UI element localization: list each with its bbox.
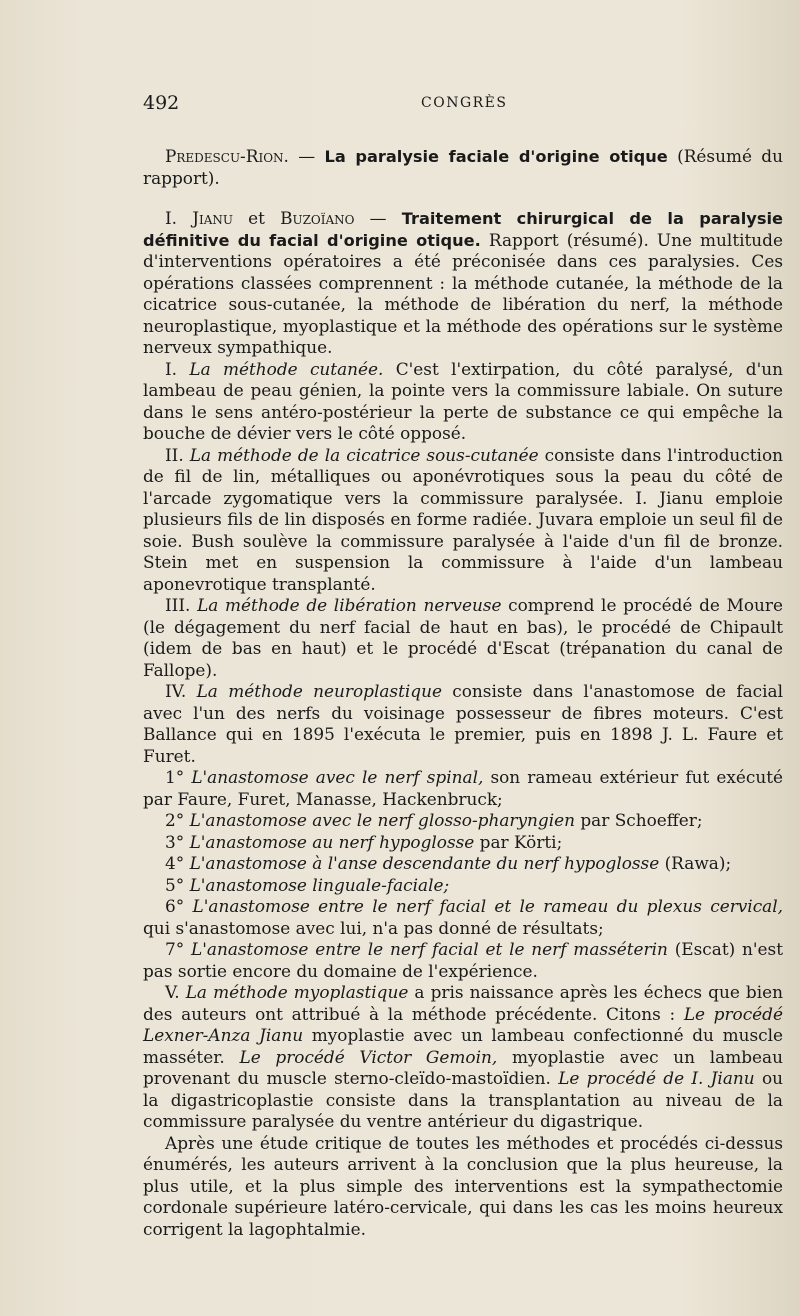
section-myoplastique: V. La méthode myoplastique a pris naissance après les échecs que bien des auteurs ont attribué à la méthode précédente. Citons : Le procédé Lexner-Anza Jianu myoplastie avec un lambeau confectionné du muscle masséter. Le procédé Victor Gemoin, myoplastie avec un lambeau provenant du muscle sterno-cleïdo-mastoïdien. Le procédé de I. Jianu ou la digastricoplastie consiste dans la transplantation au niveau de la commissure paralysée du ventre antérieur du digastrique. — [143, 982, 783, 1131]
conclusion-paragraph: Après une étude critique de toutes les méthodes et procédés ci-dessus énumérés, les auteurs arrivent à la conclusion que la plus heureuse, la plus utile, et la plus simple des interventions est la sympathectomie cordonale supérieure latéro-cervicale, qui dans les cas les moins heureux corrigent la lagophtalmie. — [143, 1132, 783, 1239]
list-item: 6° L'anastomose entre le nerf facial et le rameau du plexus cervical, qui s'anastomose avec lui, n'a pas donné de résultats; — [143, 896, 784, 938]
section-neuroplastique: IV. La méthode neuroplastique consiste dans l'anastomose de facial avec l'un des nerfs du voisinage possesseur de fibres moteurs. C'est Ballance qui en 1895 l'exécuta le premier, puis en 1898 J. L. Faure et Furet. — [143, 681, 783, 766]
abstract-title: Traitement chirurgical de la paralysie définitive du facial d'origine otique. — [143, 209, 783, 250]
author-name: Predescu-Rion. — [165, 146, 289, 166]
page-body — [143, 146, 783, 1240]
abstract-title: La paralysie faciale d'origine otique — [324, 147, 668, 166]
list-item: 7° L'anastomose entre le nerf facial et le nerf masséterin (Escat) n'est pas sortie encore du domaine de l'expérience. — [143, 939, 783, 981]
list-item: 2° L'anastomose avec le nerf glosso-pharyngien par Schoeffer; — [165, 810, 703, 830]
abstract-note: (Résumé du rapport). — [143, 146, 783, 188]
abstract-predescu-rion: Predescu-Rion. — La paralysie faciale d'origine otique (Résumé du rapport). — [143, 146, 783, 188]
section-cicatrice-sous-cutanee: II. La méthode de la cicatrice sous-cutanée consiste dans l'introduction de fil de lin, métalliques ou aponévrotiques sous la peau du côté de l'arcade zygomatique vers la commissure paralysée. I. Jianu emploie plusieurs fils de lin disposés en forme radiée. Juvara emploie un seul fil de soie. Bush soulève la commissure paralysée à l'aide d'un fil de bronze. Stein met en suspension la commissure à l'aide d'un lambeau aponevrotique transplanté. — [143, 444, 783, 594]
section-name: La méthode myoplastique — [185, 982, 409, 1002]
abstract-jianu-buzoiano: I. Jianu et Buzoïano — Traitement chirurgical de la paralysie définitive du facial d'origine otique. Rapport (résumé). Une multitude d'interventions opératoires a été préconisée dans ces paralysies. Ces opérations classées comprennent : la méthode cutanée, la méthode de la cicatrice sous-cutanée, la méthode de libération du nerf, la méthode neuroplastique, myoplastique et la méthode des opérations sur le système nerveux sympathique. — [143, 208, 783, 357]
list-item: 5° L'anastomose linguale-faciale; — [165, 874, 450, 895]
page-header — [143, 92, 783, 120]
abstract-intro: Rapport (résumé). Une multitude d'interventions opératoires a été préconisée dans ces paralysies. Ces opérations classées comprennent : la méthode cutanée, la méthode de la cicatrice sous-cutanée, la méthode de libération du nerf, la méthode neuroplastique, myoplastique et la méthode des opérations sur le système nerveux sympathique. — [143, 229, 783, 357]
page-number: 492 — [143, 92, 180, 114]
section-name: La méthode de libération nerveuse — [197, 595, 502, 615]
list-item: 1° L'anastomose avec le nerf spinal, son rameau extérieur fut exécuté par Faure, Furet, Manasse, Hackenbruck; — [143, 767, 783, 809]
section-name: La méthode de la cicatrice sous-cutanée — [189, 444, 539, 465]
running-head: CONGRÈS — [421, 95, 508, 111]
author-name: I. Jianu — [165, 208, 233, 228]
section-liberation-nerveuse: III. La méthode de libération nerveuse comprend le procédé de Moure (le dégagement du nerf facial de haut en bas), le procédé de Chipault (idem de bas en haut) et le procédé d'Escat (trépanation du canal de Fallope). — [143, 595, 783, 680]
section-name: La méthode neuroplastique — [196, 681, 442, 701]
section-methode-cutanee: I. La méthode cutanée. C'est l'extirpation, du côté paralysé, d'un lambeau de peau génien, la pointe vers la commissure labiale. On suture dans le sens antéro-postérieur la perte de substance ce qui empêche la bouche de dévier vers le côté opposé. — [143, 358, 783, 443]
list-item: 3° L'anastomose au nerf hypoglosse par Körti; — [165, 831, 563, 852]
author-name: Buzoïano — [280, 208, 355, 228]
section-name: La méthode cutanée. — [189, 358, 384, 379]
list-item: 4° L'anastomose à l'anse descendante du nerf hypoglosse (Rawa); — [165, 853, 732, 873]
